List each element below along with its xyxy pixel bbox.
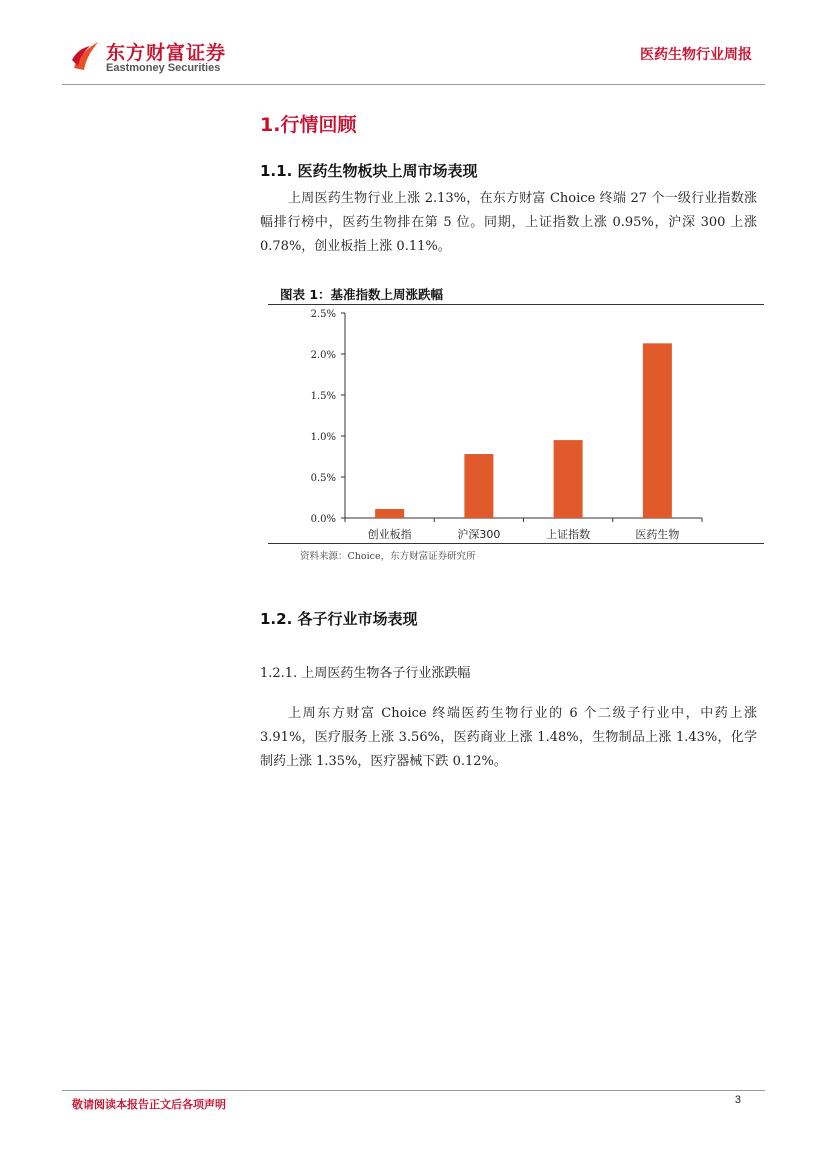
y-tick-label: 1.5% — [310, 391, 336, 402]
logo-text-cn: 东方财富证券 — [106, 42, 227, 64]
header-divider — [62, 84, 765, 85]
subsection-heading-1-1: 1.1. 医药生物板块上周市场表现 — [260, 162, 478, 180]
company-logo — [70, 38, 240, 80]
y-tick-label: 0.5% — [310, 473, 336, 484]
paragraph-market-performance: 上周医药生物行业上涨 2.13%，在东方财富 Choice 终端 27 个一级行业指数涨幅排行榜中，医药生物排在第 5 位。同期，上证指数上涨 0.95%，沪深 300 上涨 0.78%，创业板指上涨 0.11%。 — [260, 191, 757, 254]
figure-bottom-rule — [268, 543, 764, 544]
paragraph-sub-industry: 上周东方财富 Choice 终端医药生物行业的 6 个二级子行业中，中药上涨 3.91%，医疗服务上涨 3.56%，医药商业上涨 1.48%，生物制品上涨 1.43%，化学制药上涨 1.35%，医疗器械下跌 0.12%。 — [260, 706, 757, 769]
section-heading: 1.行情回顾 — [260, 114, 357, 136]
footer-divider — [62, 1090, 765, 1091]
y-tick-label: 0.0% — [310, 514, 336, 525]
subsection-heading-1-2: 1.2. 各子行业市场表现 — [260, 610, 418, 628]
footer-disclaimer: 敬请阅读本报告正文后各项声明 — [72, 1098, 226, 1111]
x-tick-label: 沪深300 — [457, 528, 501, 541]
bar — [554, 440, 583, 518]
bar — [375, 509, 404, 518]
logo-text-en: Eastmoney Securities — [106, 62, 221, 74]
bar — [464, 454, 493, 518]
x-tick-label: 上证指数 — [546, 528, 591, 541]
eastmoney-logo-icon — [70, 38, 102, 74]
y-tick-label: 2.5% — [310, 309, 336, 320]
subsection-heading-1-2-1: 1.2.1. 上周医药生物各子行业涨跌幅 — [260, 666, 471, 681]
y-tick-label: 1.0% — [310, 432, 336, 443]
report-title: 医药生物行业周报 — [640, 47, 752, 63]
bar — [643, 343, 672, 518]
page-number: 3 — [734, 1094, 741, 1106]
bar-chart — [268, 305, 764, 543]
y-tick-label: 2.0% — [310, 350, 336, 361]
figure-source: 资料来源：Choice，东方财富证券研究所 — [300, 551, 476, 562]
x-tick-label: 创业板指 — [367, 528, 412, 541]
figure-title: 图表 1：基准指数上周涨跌幅 — [280, 287, 444, 302]
x-tick-label: 医药生物 — [635, 528, 680, 541]
